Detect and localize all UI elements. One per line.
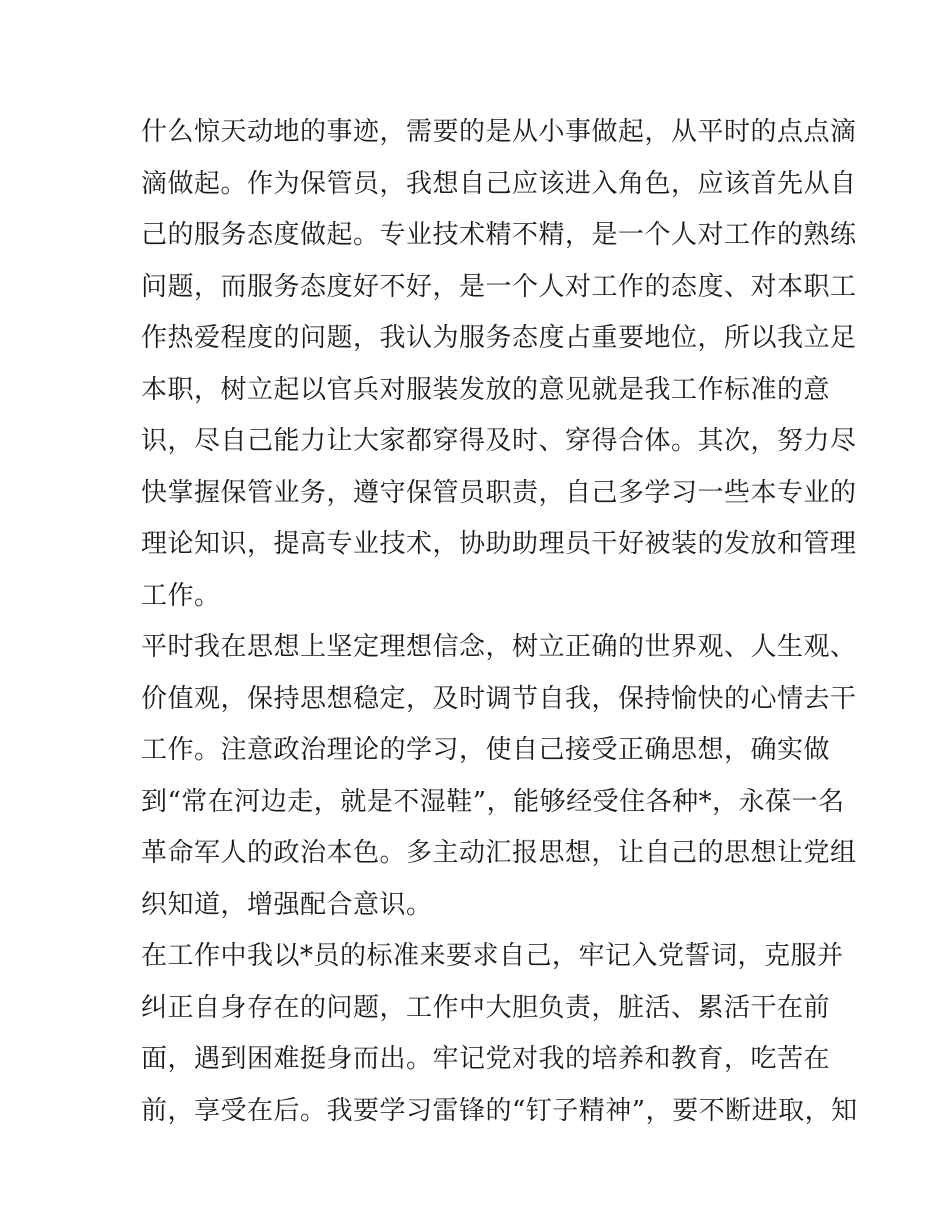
- text-line: 面，遇到困难挺身而出。牢记党对我的培养和教育，吃苦在: [141, 1044, 831, 1074]
- text-line: 识，尽自己能力让大家都穿得及时、穿得合体。其次，努力尽: [141, 426, 857, 456]
- text-line: 前，享受在后。我要学习雷锋的“钉子精神”，要不断进取，知: [141, 1095, 858, 1126]
- text-line: 作热爱程度的问题，我认为服务态度占重要地位，所以我立足: [141, 323, 857, 353]
- body-text: [141, 107, 858, 1137]
- text-line: 织知道，增强配合意识。: [141, 889, 433, 920]
- text-line: 纠正自身存在的问题，工作中大胆负责，脏活、累活干在前: [141, 992, 831, 1023]
- text-line: 问题，而服务态度好不好，是一个人对工作的态度、对本职工: [141, 271, 857, 302]
- text-line: 工作。注意政治理论的学习，使自己接受正确思想，确实做: [141, 735, 831, 765]
- text-line: 本职，树立起以官兵对服装发放的意见就是我工作标准的意: [141, 374, 831, 405]
- text-line: 工作。: [141, 580, 221, 611]
- text-line: 快掌握保管业务，遵守保管员职责，自己多学习一些本专业的: [141, 477, 857, 508]
- text-line: 理论知识，提高专业技术，协助助理员干好被装的发放和管理: [141, 529, 857, 559]
- text-line: 在工作中我以*员的标准来要求自己，牢记入党誓词，克服并: [141, 941, 844, 971]
- text-line: 到“常在河边走，就是不湿鞋”，能够经受住各种*，永葆一名: [141, 786, 845, 817]
- text-line: 革命军人的政治本色。多主动汇报思想，让自己的思想让党组: [141, 838, 857, 868]
- text-line: 什么惊天动地的事迹，需要的是从小事做起，从平时的点点滴: [141, 117, 857, 147]
- text-line: 价值观，保持思想稳定，及时调节自我，保持愉快的心情去干: [141, 683, 857, 714]
- text-line: 滴做起。作为保管员，我想自己应该进入角色，应该首先从自: [141, 168, 857, 199]
- text-line: 平时我在思想上坚定理想信念，树立正确的世界观、人生观、: [141, 632, 857, 662]
- text-line: 己的服务态度做起。专业技术精不精，是一个人对工作的熟练: [141, 220, 857, 250]
